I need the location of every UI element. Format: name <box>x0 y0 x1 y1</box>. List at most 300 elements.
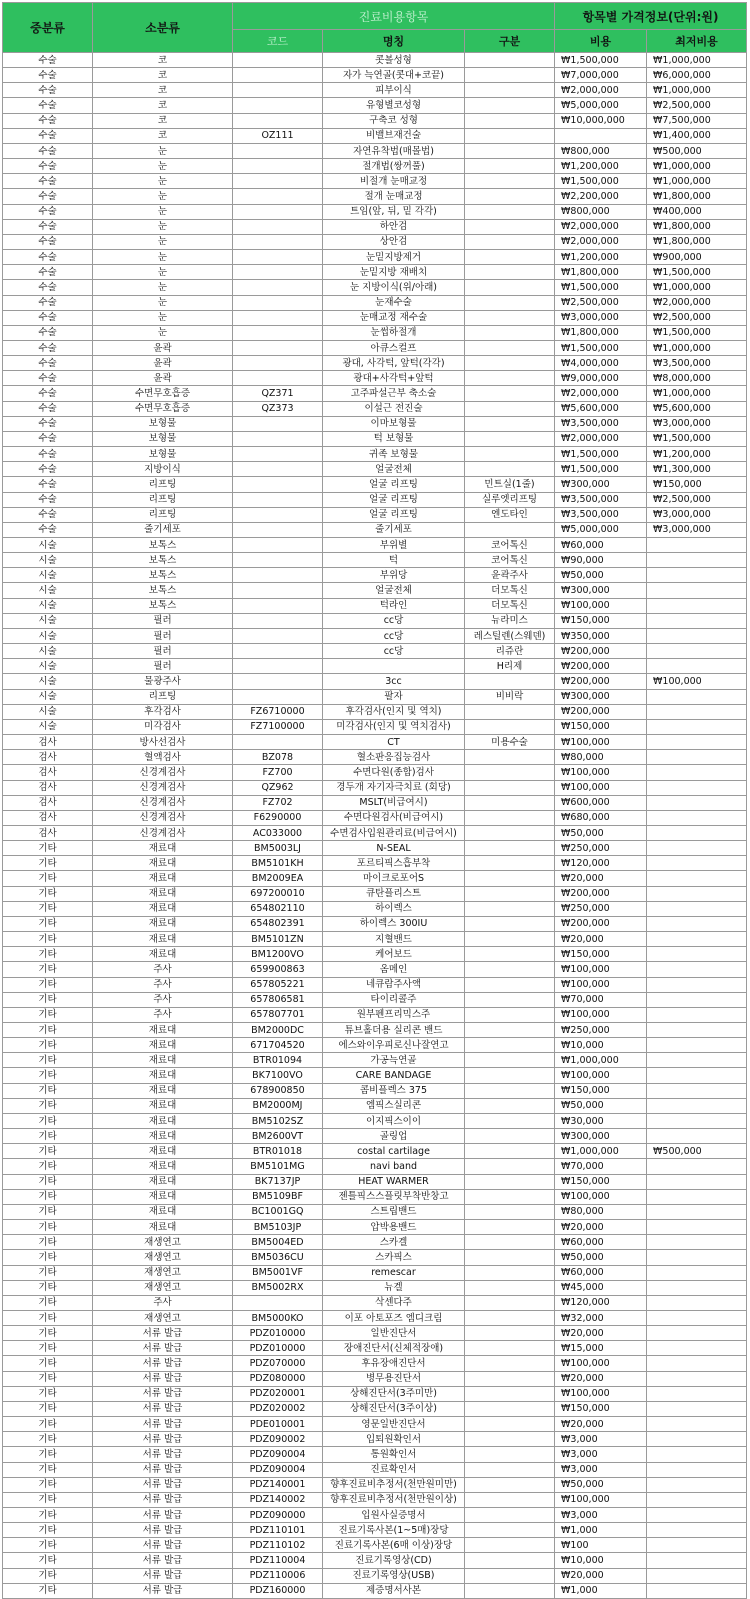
table-row <box>3 1007 747 1022</box>
code-cell <box>233 583 323 598</box>
minor-category-cell: 수면무호흡증 <box>93 386 233 401</box>
table-row <box>3 1417 747 1432</box>
major-category-cell: 시술 <box>3 598 93 613</box>
minor-category-cell: 신경계검사 <box>93 825 233 840</box>
cost-cell: ₩200,000 <box>555 886 647 901</box>
table-row <box>3 143 747 158</box>
name-cell: 광대+사각턱+앞턱 <box>323 371 465 386</box>
type-cell <box>465 810 555 825</box>
code-cell <box>233 613 323 628</box>
min-cost-cell <box>647 598 747 613</box>
code-cell: BM5101MG <box>233 1159 323 1174</box>
minor-category-cell: 눈 <box>93 250 233 265</box>
type-cell: 더모톡신 <box>465 583 555 598</box>
minor-category-cell: 윤곽 <box>93 356 233 371</box>
major-category-cell: 기타 <box>3 1341 93 1356</box>
min-cost-cell <box>647 1220 747 1235</box>
major-category-cell: 기타 <box>3 932 93 947</box>
code-cell: BM5103JP <box>233 1220 323 1235</box>
type-cell <box>465 401 555 416</box>
code-cell <box>233 598 323 613</box>
header-item-group: 진료비용항목 <box>233 3 555 30</box>
min-cost-cell <box>647 1553 747 1568</box>
min-cost-cell <box>647 1386 747 1401</box>
cost-cell: ₩1,500,000 <box>555 340 647 355</box>
minor-category-cell: 방사선검사 <box>93 735 233 750</box>
table-row <box>3 628 747 643</box>
major-category-cell: 기타 <box>3 1386 93 1401</box>
minor-category-cell: 주사 <box>93 977 233 992</box>
cost-cell: ₩120,000 <box>555 1295 647 1310</box>
minor-category-cell: 재생연고 <box>93 1280 233 1295</box>
type-cell <box>465 522 555 537</box>
code-cell: F6290000 <box>233 810 323 825</box>
minor-category-cell: 보형물 <box>93 431 233 446</box>
cost-cell: ₩30,000 <box>555 1113 647 1128</box>
type-cell: 실루엣리프팅 <box>465 492 555 507</box>
min-cost-cell <box>647 1129 747 1144</box>
name-cell: 가공늑연골 <box>323 1053 465 1068</box>
major-category-cell: 기타 <box>3 1129 93 1144</box>
cost-cell: ₩1,000 <box>555 1583 647 1598</box>
major-category-cell: 시술 <box>3 613 93 628</box>
cost-cell: ₩10,000,000 <box>555 113 647 128</box>
minor-category-cell: 후각검사 <box>93 704 233 719</box>
table-row <box>3 1568 747 1583</box>
type-cell <box>465 356 555 371</box>
major-category-cell: 수술 <box>3 280 93 295</box>
min-cost-cell: ₩1,000,000 <box>647 53 747 68</box>
table-row <box>3 947 747 962</box>
table-row <box>3 1508 747 1523</box>
minor-category-cell: 눈 <box>93 189 233 204</box>
major-category-cell: 검사 <box>3 750 93 765</box>
min-cost-cell: ₩1,800,000 <box>647 234 747 249</box>
code-cell: BM5102SZ <box>233 1113 323 1128</box>
name-cell: 얼굴 리프팅 <box>323 492 465 507</box>
cost-cell: ₩50,000 <box>555 1477 647 1492</box>
name-cell: cc당 <box>323 613 465 628</box>
type-cell <box>465 795 555 810</box>
type-cell: 레스틸렌(스웨덴) <box>465 628 555 643</box>
minor-category-cell: 재료대 <box>93 1083 233 1098</box>
type-cell <box>465 83 555 98</box>
min-cost-cell: ₩1,500,000 <box>647 431 747 446</box>
major-category-cell: 기타 <box>3 1538 93 1553</box>
min-cost-cell: ₩1,200,000 <box>647 447 747 462</box>
type-cell <box>465 1098 555 1113</box>
code-cell <box>233 68 323 83</box>
minor-category-cell: 눈 <box>93 234 233 249</box>
cost-cell: ₩150,000 <box>555 1083 647 1098</box>
type-cell <box>465 310 555 325</box>
table-body <box>3 53 747 1599</box>
minor-category-cell: 주사 <box>93 992 233 1007</box>
major-category-cell: 수술 <box>3 356 93 371</box>
major-category-cell: 시술 <box>3 538 93 553</box>
min-cost-cell: ₩5,600,000 <box>647 401 747 416</box>
name-cell: 눈밑지방제거 <box>323 250 465 265</box>
cost-cell: ₩60,000 <box>555 1235 647 1250</box>
major-category-cell: 기타 <box>3 1174 93 1189</box>
header-cost: 비용 <box>555 30 647 53</box>
cost-cell: ₩100,000 <box>555 1492 647 1507</box>
major-category-cell: 시술 <box>3 674 93 689</box>
name-cell: 미각검사(인지 및 역치검사) <box>323 719 465 734</box>
major-category-cell: 기타 <box>3 1265 93 1280</box>
min-cost-cell <box>647 856 747 871</box>
major-category-cell: 기타 <box>3 1583 93 1598</box>
code-cell: BM5101KH <box>233 856 323 871</box>
code-cell <box>233 522 323 537</box>
table-row <box>3 1235 747 1250</box>
min-cost-cell: ₩1,500,000 <box>647 265 747 280</box>
type-cell <box>465 462 555 477</box>
name-cell: 피부이식 <box>323 83 465 98</box>
type-cell <box>465 174 555 189</box>
code-cell: PDZ020001 <box>233 1386 323 1401</box>
minor-category-cell: 눈 <box>93 265 233 280</box>
type-cell <box>465 1189 555 1204</box>
table-row <box>3 916 747 931</box>
cost-cell: ₩45,000 <box>555 1280 647 1295</box>
table-row <box>3 371 747 386</box>
name-cell: 3cc <box>323 674 465 689</box>
name-cell: 젠틀픽스스플릿부착반창고 <box>323 1189 465 1204</box>
min-cost-cell <box>647 1508 747 1523</box>
minor-category-cell: 재료대 <box>93 856 233 871</box>
type-cell <box>465 886 555 901</box>
name-cell: 통원확인서 <box>323 1447 465 1462</box>
table-row <box>3 583 747 598</box>
minor-category-cell: 눈 <box>93 204 233 219</box>
type-cell <box>465 947 555 962</box>
min-cost-cell <box>647 613 747 628</box>
table-row <box>3 674 747 689</box>
type-cell <box>465 765 555 780</box>
code-cell: PDZ160000 <box>233 1583 323 1598</box>
minor-category-cell: 재료대 <box>93 1038 233 1053</box>
header-code: 코드 <box>233 30 323 53</box>
type-cell: 윤곽주사 <box>465 568 555 583</box>
table-row <box>3 386 747 401</box>
name-cell: 이설근 전진술 <box>323 401 465 416</box>
min-cost-cell <box>647 992 747 1007</box>
name-cell: 부위별 <box>323 538 465 553</box>
major-category-cell: 기타 <box>3 962 93 977</box>
name-cell: 향후진료비추정서(천만원미만) <box>323 1477 465 1492</box>
minor-category-cell: 코 <box>93 53 233 68</box>
cost-cell: ₩80,000 <box>555 750 647 765</box>
code-cell: FZ7100000 <box>233 719 323 734</box>
minor-category-cell: 서류 발급 <box>93 1356 233 1371</box>
minor-category-cell: 재생연고 <box>93 1265 233 1280</box>
minor-category-cell: 보형물 <box>93 416 233 431</box>
major-category-cell: 기타 <box>3 1492 93 1507</box>
minor-category-cell: 재료대 <box>93 1220 233 1235</box>
type-cell <box>465 901 555 916</box>
minor-category-cell: 리프팅 <box>93 507 233 522</box>
major-category-cell: 기타 <box>3 1417 93 1432</box>
major-category-cell: 수술 <box>3 234 93 249</box>
minor-category-cell: 코 <box>93 113 233 128</box>
code-cell <box>233 416 323 431</box>
name-cell: 케어보드 <box>323 947 465 962</box>
major-category-cell: 검사 <box>3 825 93 840</box>
minor-category-cell: 필러 <box>93 628 233 643</box>
cost-cell: ₩70,000 <box>555 1159 647 1174</box>
min-cost-cell: ₩2,500,000 <box>647 98 747 113</box>
table-row <box>3 932 747 947</box>
cost-cell: ₩1,800,000 <box>555 325 647 340</box>
min-cost-cell <box>647 795 747 810</box>
table-row <box>3 598 747 613</box>
name-cell: 눈 지방이식(위/아래) <box>323 280 465 295</box>
type-cell <box>465 1568 555 1583</box>
min-cost-cell <box>647 1583 747 1598</box>
name-cell: 부위당 <box>323 568 465 583</box>
min-cost-cell <box>647 1098 747 1113</box>
min-cost-cell <box>647 719 747 734</box>
major-category-cell: 수술 <box>3 295 93 310</box>
minor-category-cell: 눈 <box>93 159 233 174</box>
code-cell: FZ700 <box>233 765 323 780</box>
min-cost-cell: ₩100,000 <box>647 674 747 689</box>
minor-category-cell: 코 <box>93 68 233 83</box>
minor-category-cell: 보톡스 <box>93 583 233 598</box>
name-cell: 에스와이우피로신나잘연고 <box>323 1038 465 1053</box>
type-cell <box>465 159 555 174</box>
major-category-cell: 수술 <box>3 68 93 83</box>
minor-category-cell: 필러 <box>93 659 233 674</box>
major-category-cell: 기타 <box>3 1220 93 1235</box>
name-cell: 비절개 눈매교정 <box>323 174 465 189</box>
code-cell <box>233 356 323 371</box>
cost-cell: ₩10,000 <box>555 1553 647 1568</box>
cost-cell: ₩2,000,000 <box>555 431 647 446</box>
minor-category-cell: 서류 발급 <box>93 1538 233 1553</box>
table-row <box>3 538 747 553</box>
table-row <box>3 1113 747 1128</box>
table-row <box>3 250 747 265</box>
major-category-cell: 기타 <box>3 901 93 916</box>
table-row <box>3 735 747 750</box>
name-cell: 제증명서사본 <box>323 1583 465 1598</box>
major-category-cell: 기타 <box>3 1038 93 1053</box>
type-cell <box>465 250 555 265</box>
cost-cell: ₩5,600,000 <box>555 401 647 416</box>
major-category-cell: 수술 <box>3 447 93 462</box>
table-row <box>3 416 747 431</box>
code-cell: 659900863 <box>233 962 323 977</box>
major-category-cell: 기타 <box>3 1023 93 1038</box>
minor-category-cell: 서류 발급 <box>93 1417 233 1432</box>
cost-cell: ₩1,200,000 <box>555 250 647 265</box>
table-row <box>3 856 747 871</box>
cost-cell: ₩50,000 <box>555 568 647 583</box>
name-cell: 뉴겔 <box>323 1280 465 1295</box>
code-cell: PDZ140002 <box>233 1492 323 1507</box>
min-cost-cell <box>647 1204 747 1219</box>
minor-category-cell: 재생연고 <box>93 1250 233 1265</box>
min-cost-cell <box>647 1083 747 1098</box>
table-row <box>3 765 747 780</box>
cost-cell: ₩150,000 <box>555 613 647 628</box>
minor-category-cell: 재료대 <box>93 1174 233 1189</box>
min-cost-cell: ₩1,000,000 <box>647 159 747 174</box>
type-cell <box>465 719 555 734</box>
name-cell: 진료기록사본(6매 이상)장당 <box>323 1538 465 1553</box>
major-category-cell: 검사 <box>3 780 93 795</box>
type-cell <box>465 916 555 931</box>
name-cell: 자연유착법(매몰법) <box>323 143 465 158</box>
type-cell <box>465 1341 555 1356</box>
name-cell: remescar <box>323 1265 465 1280</box>
minor-category-cell: 서류 발급 <box>93 1583 233 1598</box>
code-cell: BK7100VO <box>233 1068 323 1083</box>
table-row <box>3 1583 747 1598</box>
name-cell: 눈썹하절개 <box>323 325 465 340</box>
min-cost-cell: ₩8,000,000 <box>647 371 747 386</box>
min-cost-cell <box>647 1371 747 1386</box>
type-cell <box>465 234 555 249</box>
cost-cell: ₩100,000 <box>555 735 647 750</box>
type-cell <box>465 856 555 871</box>
type-cell <box>465 1204 555 1219</box>
table-row <box>3 1371 747 1386</box>
header-major-category: 중분류 <box>3 3 93 53</box>
table-row <box>3 159 747 174</box>
minor-category-cell: 재생연고 <box>93 1310 233 1325</box>
major-category-cell: 기타 <box>3 1371 93 1386</box>
name-cell: 유형별코성형 <box>323 98 465 113</box>
type-cell <box>465 1583 555 1598</box>
code-cell <box>233 538 323 553</box>
minor-category-cell: 미각검사 <box>93 719 233 734</box>
table-row <box>3 1386 747 1401</box>
min-cost-cell <box>647 1250 747 1265</box>
name-cell: 경두개 자기자극치료 (회당) <box>323 780 465 795</box>
type-cell <box>465 1310 555 1325</box>
major-category-cell: 기타 <box>3 977 93 992</box>
code-cell: PDZ020002 <box>233 1401 323 1416</box>
code-cell: BM5109BF <box>233 1189 323 1204</box>
code-cell <box>233 83 323 98</box>
code-cell <box>233 295 323 310</box>
min-cost-cell: ₩400,000 <box>647 204 747 219</box>
name-cell: 입원사실증명서 <box>323 1508 465 1523</box>
min-cost-cell <box>647 901 747 916</box>
table-row <box>3 522 747 537</box>
type-cell <box>465 1129 555 1144</box>
type-cell: 엔도타인 <box>465 507 555 522</box>
code-cell: BM1200VO <box>233 947 323 962</box>
type-cell <box>465 204 555 219</box>
major-category-cell: 기타 <box>3 1477 93 1492</box>
code-cell <box>233 219 323 234</box>
cost-cell: ₩800,000 <box>555 204 647 219</box>
table-row <box>3 401 747 416</box>
table-row <box>3 1098 747 1113</box>
name-cell: 진료기록영상(CD) <box>323 1553 465 1568</box>
type-cell <box>465 1477 555 1492</box>
header-price-group: 항목별 가격정보(단위:원) <box>555 3 747 30</box>
type-cell <box>465 265 555 280</box>
table-row <box>3 462 747 477</box>
name-cell: costal cartilage <box>323 1144 465 1159</box>
major-category-cell: 수술 <box>3 143 93 158</box>
minor-category-cell: 신경계검사 <box>93 795 233 810</box>
major-category-cell: 기타 <box>3 1098 93 1113</box>
name-cell: CT <box>323 735 465 750</box>
major-category-cell: 기타 <box>3 1007 93 1022</box>
major-category-cell: 기타 <box>3 871 93 886</box>
code-cell: 657807701 <box>233 1007 323 1022</box>
minor-category-cell: 주사 <box>93 1295 233 1310</box>
code-cell <box>233 174 323 189</box>
name-cell: 자가 늑연골(콧대+코끝) <box>323 68 465 83</box>
cost-cell: ₩300,000 <box>555 477 647 492</box>
cost-cell: ₩5,000,000 <box>555 522 647 537</box>
min-cost-cell <box>647 916 747 931</box>
cost-cell: ₩150,000 <box>555 947 647 962</box>
table-row <box>3 280 747 295</box>
table-row <box>3 962 747 977</box>
code-cell <box>233 280 323 295</box>
cost-cell: ₩2,000,000 <box>555 386 647 401</box>
cost-cell: ₩100,000 <box>555 780 647 795</box>
code-cell: PDZ090004 <box>233 1447 323 1462</box>
table-row <box>3 1265 747 1280</box>
table-row <box>3 992 747 1007</box>
cost-cell: ₩1,500,000 <box>555 462 647 477</box>
minor-category-cell: 서류 발급 <box>93 1432 233 1447</box>
type-cell <box>465 98 555 113</box>
code-cell <box>233 53 323 68</box>
type-cell: 민트실(1줄) <box>465 477 555 492</box>
name-cell: 절개 눈매교정 <box>323 189 465 204</box>
type-cell: 코어톡신 <box>465 538 555 553</box>
major-category-cell: 수술 <box>3 310 93 325</box>
minor-category-cell: 수면무호흡증 <box>93 401 233 416</box>
type-cell <box>465 704 555 719</box>
name-cell: 턱 보형물 <box>323 431 465 446</box>
code-cell <box>233 250 323 265</box>
type-cell <box>465 962 555 977</box>
min-cost-cell: ₩7,500,000 <box>647 113 747 128</box>
major-category-cell: 시술 <box>3 704 93 719</box>
name-cell: 엠픽스실리콘 <box>323 1098 465 1113</box>
code-cell: PDZ090000 <box>233 1508 323 1523</box>
name-cell: 진료기록사본(1~5매)장당 <box>323 1523 465 1538</box>
min-cost-cell <box>647 871 747 886</box>
minor-category-cell: 줄기세포 <box>93 522 233 537</box>
minor-category-cell: 재료대 <box>93 1204 233 1219</box>
cost-cell: ₩250,000 <box>555 841 647 856</box>
type-cell <box>465 447 555 462</box>
cost-cell: ₩200,000 <box>555 659 647 674</box>
min-cost-cell <box>647 1113 747 1128</box>
cost-cell: ₩7,000,000 <box>555 68 647 83</box>
type-cell <box>465 340 555 355</box>
name-cell: 장애진단서(신체적장애) <box>323 1341 465 1356</box>
major-category-cell: 기타 <box>3 1553 93 1568</box>
minor-category-cell: 보형물 <box>93 447 233 462</box>
minor-category-cell: 서류 발급 <box>93 1386 233 1401</box>
code-cell <box>233 447 323 462</box>
major-category-cell: 수술 <box>3 174 93 189</box>
min-cost-cell <box>647 1038 747 1053</box>
